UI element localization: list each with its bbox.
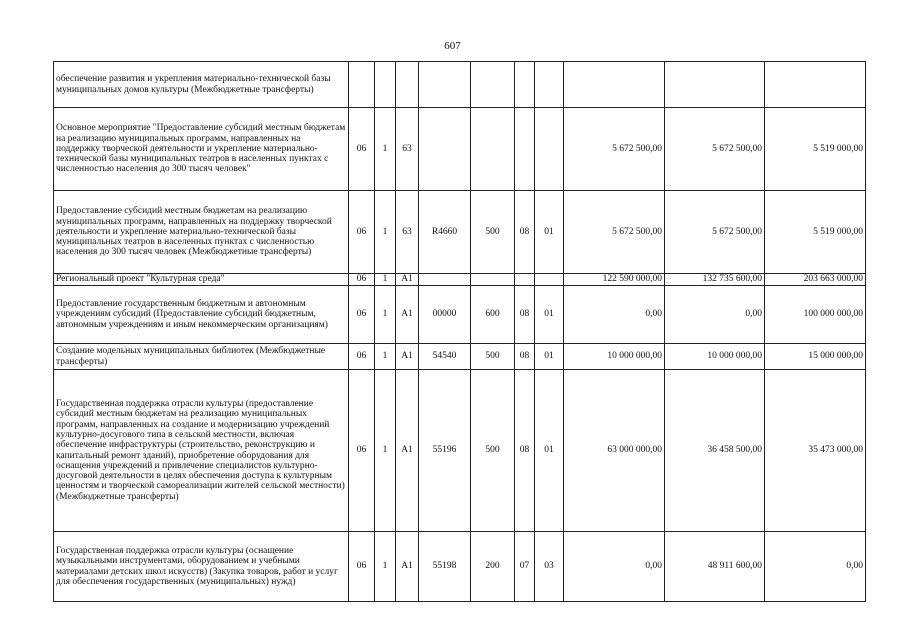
amount-year1-cell: 5 672 500,00: [564, 191, 665, 274]
table-row: [54, 370, 866, 532]
amount-year3-cell: 0,00: [765, 532, 866, 602]
subsection-cell: [535, 274, 564, 286]
program-code-cell: 06: [349, 191, 375, 274]
table-row: [54, 344, 866, 370]
subprogram-code-cell: [375, 62, 396, 108]
row-name-cell: Предоставление субсидий местным бюджетам на реализацию муниципальных программ, направленных на поддержку творческой деятельности и укрепление материально-технической базы муниципальных театров в населенных пунктах с численностью населения до 300 тысяч человек (Межбюджетные трансферты): [54, 191, 349, 274]
row-name-cell: Региональный проект "Культурная среда": [54, 274, 349, 286]
program-code-cell: 06: [349, 344, 375, 370]
amount-year3-cell: 203 663 000,00: [765, 274, 866, 286]
amount-year3-cell: 5 519 000,00: [765, 108, 866, 191]
amount-year2-cell: 0,00: [665, 286, 765, 344]
subsection-cell: [535, 62, 564, 108]
expense-type-cell: 600: [471, 286, 515, 344]
expense-type-cell: [471, 108, 515, 191]
subsection-cell: 01: [535, 191, 564, 274]
budget-table: [53, 61, 866, 602]
amount-year3-cell: 15 000 000,00: [765, 344, 866, 370]
table-row: [54, 286, 866, 344]
subprogram-code-cell: 1: [375, 532, 396, 602]
section-cell: 08: [515, 286, 535, 344]
expense-type-cell: 200: [471, 532, 515, 602]
direction-code-cell: 54540: [419, 344, 471, 370]
subsection-cell: 01: [535, 344, 564, 370]
expense-type-cell: 500: [471, 370, 515, 532]
subsection-cell: 03: [535, 532, 564, 602]
amount-year3-cell: [765, 62, 866, 108]
amount-year1-cell: [564, 62, 665, 108]
table-body: [54, 62, 866, 602]
subprogram-code-cell: 1: [375, 344, 396, 370]
direction-code-cell: 55196: [419, 370, 471, 532]
program-code-cell: [349, 62, 375, 108]
program-code-cell: 06: [349, 370, 375, 532]
amount-year1-cell: 0,00: [564, 532, 665, 602]
event-code-cell: A1: [396, 344, 419, 370]
amount-year2-cell: 36 458 500,00: [665, 370, 765, 532]
expense-type-cell: 500: [471, 344, 515, 370]
amount-year2-cell: [665, 62, 765, 108]
amount-year2-cell: 10 000 000,00: [665, 344, 765, 370]
expense-type-cell: [471, 274, 515, 286]
direction-code-cell: [419, 62, 471, 108]
table-row: [54, 191, 866, 274]
row-name-cell: Государственная поддержка отрасли культуры (предоставление субсидий местным бюджетам на реализацию муниципальных программ, направленных на создание и модернизацию учреждений культурно-досугового типа в сельской местности, включая обеспечение инфраструктуры (строительство, реконструкцию и капитальный ремонт зданий), приобретение оборудования для оснащения учреждений и привлечение специалистов культурно-досуговой деятельности в целях обеспечения доступа к культурным ценностям и творческой самореализации жителей сельской местности) (Межбюджетные трансферты): [54, 370, 349, 532]
amount-year1-cell: 5 672 500,00: [564, 108, 665, 191]
table-row: [54, 274, 866, 286]
subprogram-code-cell: 1: [375, 370, 396, 532]
section-cell: 08: [515, 370, 535, 532]
section-cell: 08: [515, 344, 535, 370]
program-code-cell: 06: [349, 274, 375, 286]
subprogram-code-cell: 1: [375, 274, 396, 286]
direction-code-cell: [419, 108, 471, 191]
amount-year3-cell: 100 000 000,00: [765, 286, 866, 344]
section-cell: [515, 108, 535, 191]
section-cell: [515, 274, 535, 286]
section-cell: [515, 62, 535, 108]
table-row: [54, 108, 866, 191]
amount-year2-cell: 5 672 500,00: [665, 191, 765, 274]
subsection-cell: [535, 108, 564, 191]
direction-code-cell: R4660: [419, 191, 471, 274]
event-code-cell: 63: [396, 108, 419, 191]
row-name-cell: Государственная поддержка отрасли культуры (оснащение музыкальными инструментами, оборудованием и учебными материалами детских школ искусств) (Закупка товаров, работ и услуг для обеспечения государственных (муниципальных) нужд): [54, 532, 349, 602]
row-name-cell: Предоставление государственным бюджетным и автономным учреждениям субсидий (Предоставление субсидий бюджетным, автономным учреждениям и иным некоммерческим организациям): [54, 286, 349, 344]
section-cell: 08: [515, 191, 535, 274]
subprogram-code-cell: 1: [375, 191, 396, 274]
event-code-cell: A1: [396, 370, 419, 532]
amount-year1-cell: 63 000 000,00: [564, 370, 665, 532]
section-cell: 07: [515, 532, 535, 602]
amount-year1-cell: 10 000 000,00: [564, 344, 665, 370]
program-code-cell: 06: [349, 286, 375, 344]
amount-year1-cell: 122 590 000,00: [564, 274, 665, 286]
table-row: [54, 62, 866, 108]
program-code-cell: 06: [349, 532, 375, 602]
event-code-cell: A1: [396, 286, 419, 344]
amount-year2-cell: 132 735 600,00: [665, 274, 765, 286]
amount-year3-cell: 35 473 000,00: [765, 370, 866, 532]
subsection-cell: 01: [535, 286, 564, 344]
event-code-cell: 63: [396, 191, 419, 274]
amount-year1-cell: 0,00: [564, 286, 665, 344]
direction-code-cell: 55198: [419, 532, 471, 602]
table-row: [54, 532, 866, 602]
amount-year2-cell: 48 911 600,00: [665, 532, 765, 602]
amount-year2-cell: 5 672 500,00: [665, 108, 765, 191]
row-name-cell: обеспечение развития и укрепления материально-технической базы муниципальных домов культуры (Межбюджетные трансферты): [54, 62, 349, 108]
event-code-cell: A1: [396, 274, 419, 286]
page-number: 607: [444, 40, 461, 52]
expense-type-cell: [471, 62, 515, 108]
direction-code-cell: 00000: [419, 286, 471, 344]
event-code-cell: [396, 62, 419, 108]
expense-type-cell: 500: [471, 191, 515, 274]
row-name-cell: Основное мероприятие "Предоставление субсидий местным бюджетам на реализацию муниципальных программ, направленных на поддержку творческой деятельности и укрепление материально-технической базы муниципальных театров в населенных пунктах с численностью населения до 300 тысяч человек": [54, 108, 349, 191]
amount-year3-cell: 5 519 000,00: [765, 191, 866, 274]
subprogram-code-cell: 1: [375, 286, 396, 344]
event-code-cell: A1: [396, 532, 419, 602]
program-code-cell: 06: [349, 108, 375, 191]
row-name-cell: Создание модельных муниципальных библиотек (Межбюджетные трансферты): [54, 344, 349, 370]
subsection-cell: 01: [535, 370, 564, 532]
subprogram-code-cell: 1: [375, 108, 396, 191]
direction-code-cell: [419, 274, 471, 286]
